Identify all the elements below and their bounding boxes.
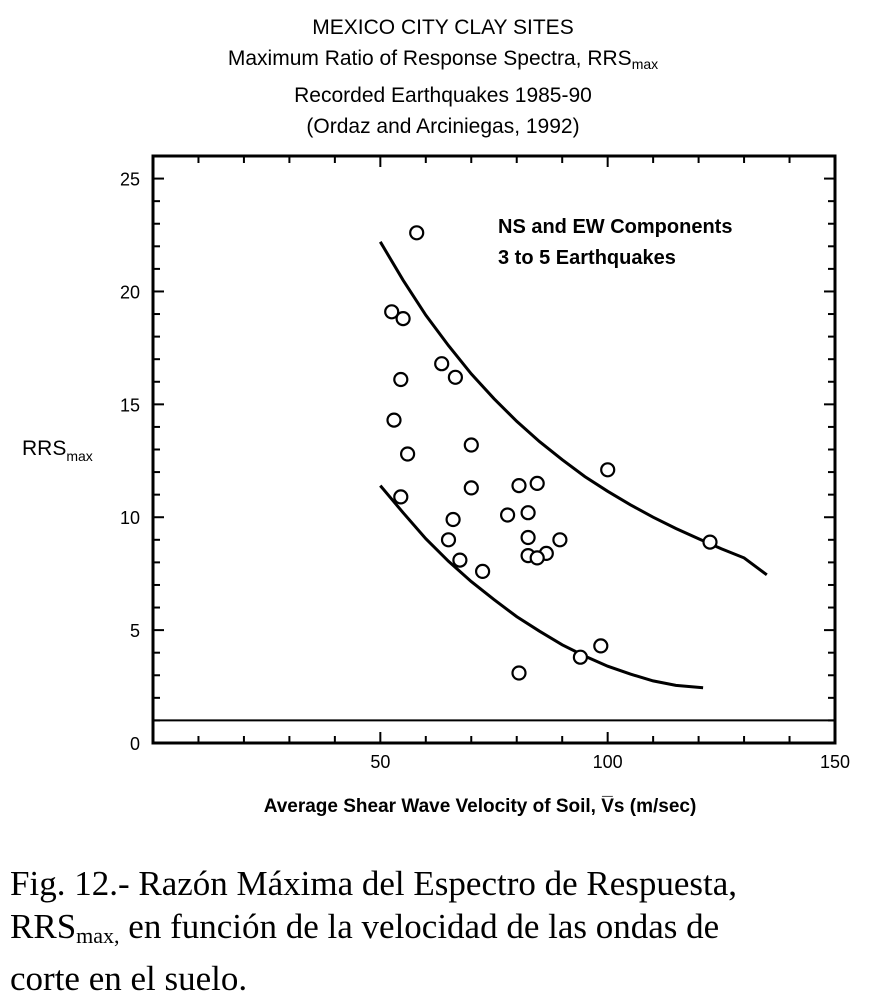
data-point	[394, 373, 407, 386]
data-point	[704, 536, 717, 549]
data-point	[449, 371, 462, 384]
upper-envelope-curve	[380, 242, 767, 575]
data-point	[522, 531, 535, 544]
y-tick-label: 10	[119, 508, 140, 529]
data-point	[442, 533, 455, 546]
x-tick-label: 100	[592, 752, 623, 772]
data-point	[410, 226, 423, 239]
data-points	[385, 226, 716, 679]
data-point	[397, 312, 410, 325]
y-axis-label-main: RRS	[22, 437, 67, 460]
annotation-line-2: 3 to 5 Earthquakes	[498, 247, 676, 269]
lower-envelope-curve	[380, 486, 703, 688]
chart-subtitle-source: (Ordaz and Arciniegas, 1992)	[306, 115, 580, 138]
subtitle-ratio-main: Maximum Ratio of Response Spectra, RRS	[227, 47, 632, 70]
y-tick-label: 20	[119, 282, 140, 303]
y-tick-label: 25	[119, 169, 140, 190]
data-point	[447, 513, 460, 526]
y-axis-label-sub: max	[66, 448, 93, 464]
data-point	[513, 479, 526, 492]
figure-caption	[10, 862, 882, 1000]
caption-line-2	[10, 905, 882, 957]
chart-title: MEXICO CITY CLAY SITES	[312, 16, 574, 39]
caption-line-3: corte en el suelo.	[10, 959, 248, 998]
data-point	[435, 357, 448, 370]
chart-subtitle-earthquakes: Recorded Earthquakes 1985-90	[294, 84, 592, 107]
plot-frame	[153, 156, 835, 743]
x-tick-label: 50	[370, 752, 391, 772]
caption-rrs-sub: max,	[76, 923, 120, 948]
y-axis-label	[22, 437, 93, 464]
caption-rrs: RRS	[10, 907, 77, 946]
data-point	[388, 414, 401, 427]
data-point	[501, 509, 514, 522]
x-tick-label: 150	[819, 752, 851, 772]
axis-tick-labels	[120, 170, 850, 772]
envelope-curves	[380, 242, 767, 688]
data-point	[401, 448, 414, 461]
y-tick-label: 15	[119, 395, 140, 416]
data-point	[601, 463, 614, 476]
caption-line-2-rest: en función de la velocidad de las ondas de	[119, 907, 720, 946]
x-axis-label: Average Shear Wave Velocity of Soil, V̅s (m/sec)	[263, 796, 697, 817]
annotation-line-1: NS and EW Components	[498, 216, 733, 238]
y-tick-label: 0	[129, 734, 140, 754]
data-point	[531, 551, 544, 564]
axis-ticks	[153, 156, 835, 743]
data-point	[553, 533, 566, 546]
data-point	[574, 651, 587, 664]
y-tick-label: 5	[129, 621, 140, 642]
data-point	[522, 506, 535, 519]
caption-line-1: Fig. 12.- Razón Máxima del Espectro de Respuesta,	[10, 864, 738, 903]
data-point	[465, 481, 478, 494]
data-point	[531, 477, 544, 490]
data-point	[465, 439, 478, 452]
data-point	[476, 565, 489, 578]
data-point	[394, 490, 407, 503]
data-point	[453, 554, 466, 567]
data-point	[594, 639, 607, 652]
data-point	[513, 667, 526, 680]
subtitle-ratio-sub: max	[631, 56, 659, 72]
